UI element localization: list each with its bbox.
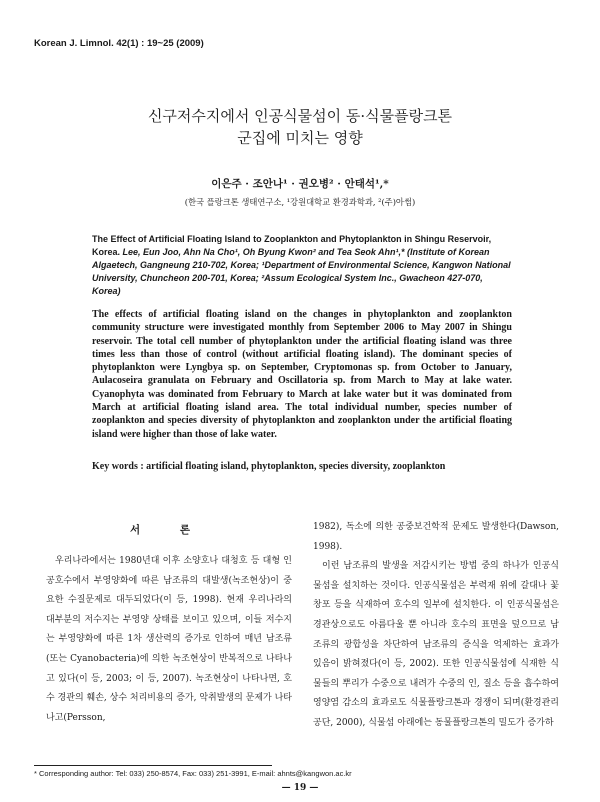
right-paragraph-1: 1982), 독소에 의한 공중보건학적 문제도 발생한다(Dawson, 1998). [313, 522, 559, 552]
english-title: The Effect of Artificial Floating Island to Zooplankton and Phytoplankton in Shingu Reservoir, Korea. [92, 234, 492, 257]
left-paragraph: 우리나라에서는 1980년대 이후 소양호나 대청호 등 대형 인공호수에서 부영양화에 따른 남조류의 대발생(녹조현상)이 중요한 수질문제로 대두되었다(이 등, 1998). 현재 우리나라의 대부분의 저수지는 부영양 상태를 보이고 있으며, 이들 저수지는 부영양화에 따른 1차 생산력의 증가로 인하여 매년 남조류(또는 Cyanobacteria)에 의한 녹조현상이 반복적으로 나타나고 있다(이 등, 2003; 이 등, 2007). 녹조현상이 나타나면, 호수 경관의 훼손, 상수 처리비용의 증가, 악취발생의 문제가 나타나고(Persson, [46, 556, 292, 723]
abstract: The effects of artificial floating island on the changes in phytoplankton and zooplankton community structure were investigated monthly from September 2006 to May 2007 in Shingu reservoir. The total cell number of phytoplankton under the artificial floating island was three times less than those of control (without artificial floating island). The dominant species of phytoplankton were Lyngbya sp. on September, Cryptomonas sp. from October to January, Aulacoseira granulata on February and Oscillatoria sp. from March to May at lake water. Cyanophyta was dominated from February to March at lake water but it was dominated from March at artificial floating island area. The total individual number, species number of zooplankton and species diversity of phytoplankton and zooplankton under the artificial floating island were higher than those of lake water. [92, 309, 512, 440]
korean-affiliation: (한국 플랑크톤 생태연구소, ¹강원대학교 환경과학과, ²(주)아썸) [184, 197, 416, 207]
journal-header: Korean J. Limnol. 42(1) : 19~25 (2009) [34, 38, 204, 49]
right-column-text [313, 518, 559, 734]
korean-authors: 이은주 · 조안나¹ · 권오병² · 안태석¹,* [211, 178, 389, 190]
korean-title-line1: 신구저수지에서 인공식물섬이 동·식물플랑크톤 [147, 107, 453, 125]
section-heading: 서 론 [130, 524, 208, 536]
korean-title-line2: 군집에 미치는 영향 [237, 129, 363, 147]
footnote-divider [34, 765, 272, 766]
page-number: — 19 — [281, 783, 319, 793]
left-column-text [46, 552, 292, 728]
keywords: Key words : artificial floating island, phytoplankton, species diversity, zooplankton [92, 461, 446, 472]
english-authors-affiliation: Lee, Eun Joo, Ahn Na Cho¹, Oh Byung Kwon² and Tea Seok Ahn¹,* (Institute of Korean Algaetech, Gangneung 210-702, Korea; ¹Department of Environmental Science, Kangwon National University, Chuncheon 200-701, Korea; ²Assum Ecological System Inc., Gwacheon 427-070, Korea) [92, 247, 511, 296]
english-title-block [92, 233, 512, 298]
corresponding-author-footnote: * Corresponding author: Tel: 033) 250-8574, Fax: 033) 251-3991, E-mail: ahnts@kangwon.ac.kr [34, 769, 352, 778]
right-paragraph-2: 이런 남조류의 발생을 저감시키는 방법 중의 하나가 인공식물섬을 설치하는 것이다. 인공식물섬은 부력재 위에 갈대나 꽃창포 등을 식재하여 호수의 일부에 설치한다. 이 인공식물섬은 경관상으로도 아름다울 뿐 아니라 호수의 표면을 덮으므로 남조류의 광합성을 차단하여 남조류의 증식을 억제하는 효과가 있음이 밝혀졌다(이 등, 2002). 또한 인공식물섬에 식재한 식물들의 뿌리가 수중으로 내려가 수중의 인, 질소 등을 흡수하여 영양염 감소의 효과로도 식물플랑크톤과 경쟁이 되며(환경관리공단, 2000), 식물섬 아래에는 동물플랑크톤의 밀도가 증가하 [313, 561, 559, 728]
